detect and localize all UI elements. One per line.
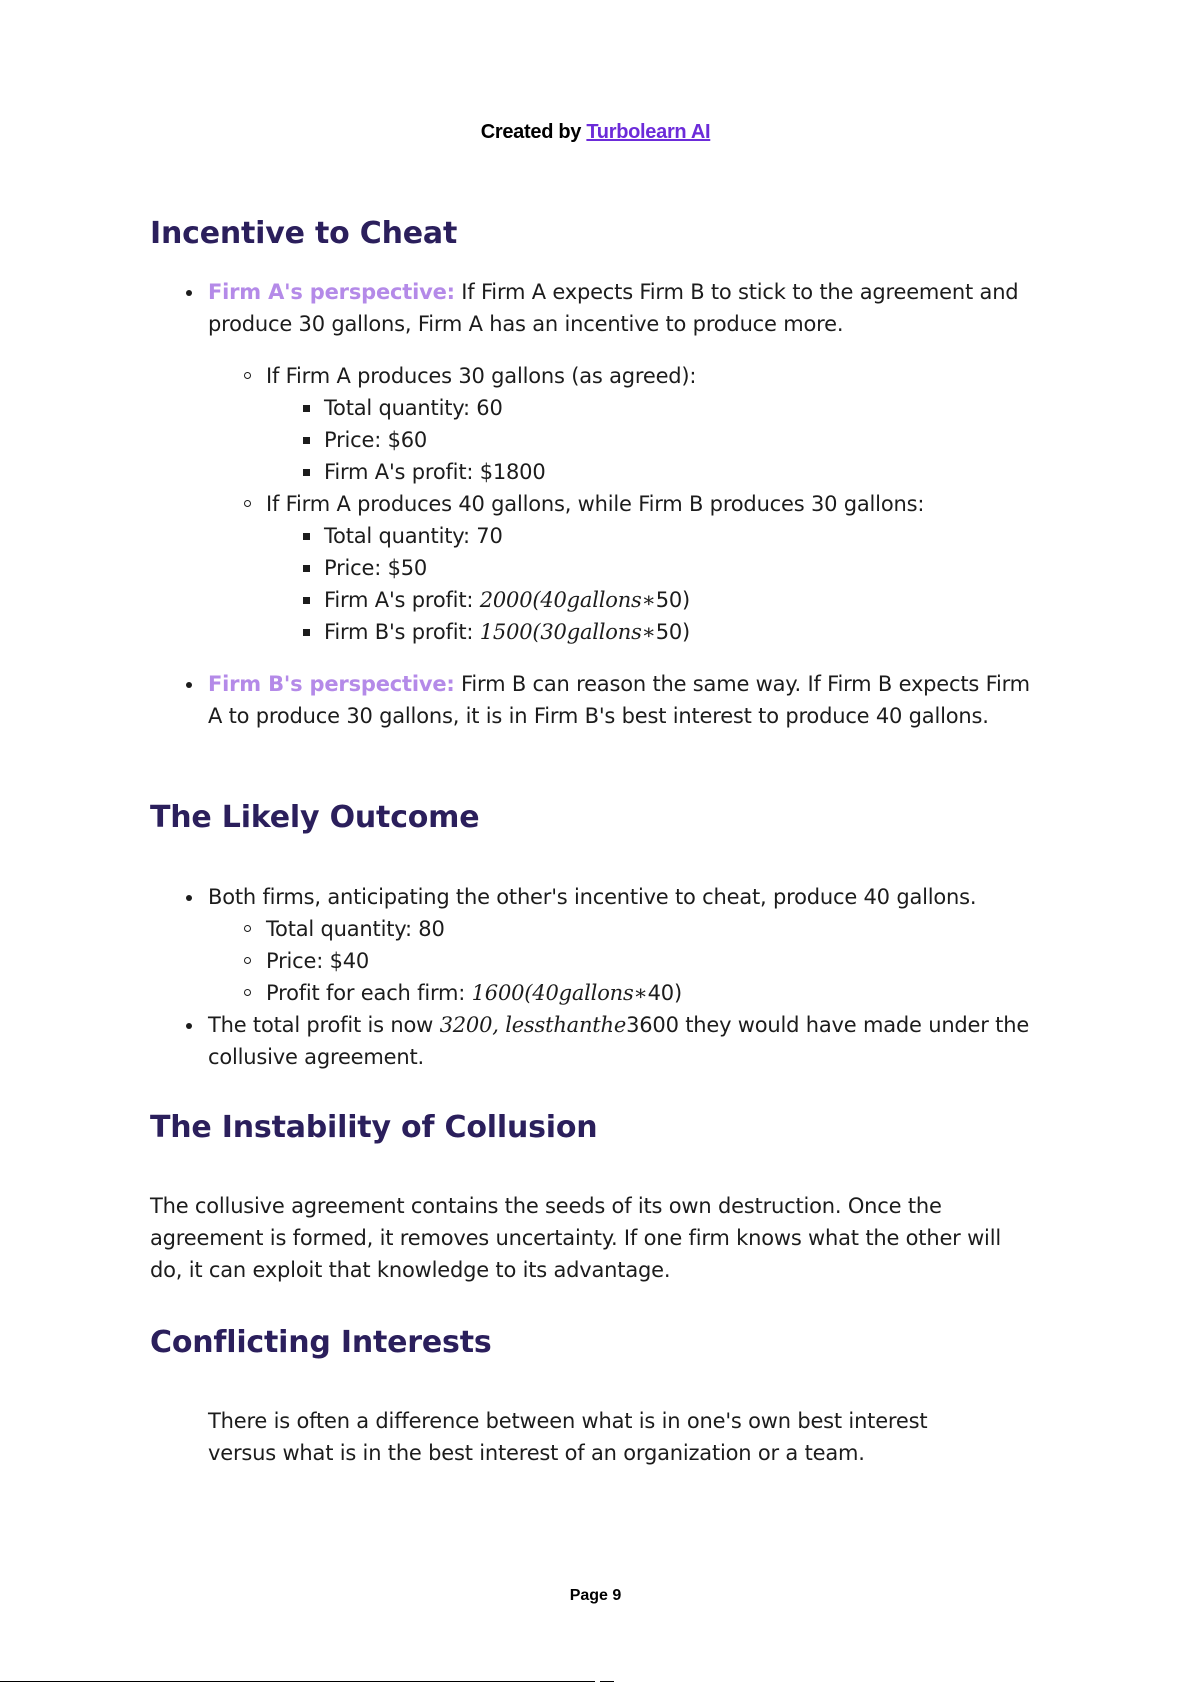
firm-a-label: Firm A's perspective:: [208, 280, 455, 304]
list-item: Price: $60: [266, 424, 1050, 456]
list-item: Price: $40: [208, 945, 1050, 977]
brand-link[interactable]: Turbolearn AI: [586, 121, 711, 143]
list-item: Total quantity: 70: [266, 520, 1050, 552]
profit-a-math: 2000(40gallons∗: [479, 588, 656, 612]
list-item: [266, 616, 1050, 648]
firm-b-text: Firm B can reason the same way. If Firm B expects Firm A to produce 30 gallons, it is in Firm B's best interest to produce 40 gallons.: [208, 672, 1030, 728]
profit-b-label: Firm B's profit:: [324, 620, 474, 644]
list-item: [150, 1009, 1050, 1073]
outcome-bullet1: Both firms, anticipating the other's incentive to cheat, produce 40 gallons.: [208, 885, 977, 909]
profit-b-tail: 50): [655, 620, 691, 644]
list-item: Price: $50: [266, 552, 1050, 584]
section-title-instability: The Instability of Collusion: [150, 1110, 598, 1145]
list-item: [208, 360, 1050, 488]
profit-a-tail: 50): [655, 588, 691, 612]
section-title-incentive: Incentive to Cheat: [150, 216, 458, 251]
list-item: Total quantity: 80: [208, 913, 1050, 945]
list-item: [208, 488, 1050, 648]
outcome-bullet2-prefix: The total profit is now: [208, 1013, 434, 1037]
list-item: [150, 276, 1050, 648]
page-header: [0, 121, 1191, 144]
list-item: Firm A's profit: $1800: [266, 456, 1050, 488]
list-item: [208, 977, 1050, 1009]
outcome-list: [150, 881, 1050, 1073]
bottom-rule: [0, 1681, 595, 1682]
firm-a-text: If Firm A expects Firm B to stick to the agreement and produce 30 gallons, Firm A has an incentive to produce more.: [208, 280, 1019, 336]
outcome-bullet2-suffix: 3600 they would have made under the collusive agreement.: [208, 1013, 1030, 1069]
conflict-paragraph: There is often a difference between what is in one's own best interest versus what is in the best interest of an organization or a team.: [208, 1409, 928, 1465]
outcome-profit-math: 1600(40gallons∗: [471, 981, 648, 1005]
list-item: [266, 584, 1050, 616]
firm-b-label: Firm B's perspective:: [208, 672, 455, 696]
profit-b-math: 1500(30gallons∗: [479, 620, 656, 644]
profit-a-label: Firm A's profit:: [324, 588, 474, 612]
section-title-conflict: Conflicting Interests: [150, 1325, 492, 1360]
outcome-profit-tail: 40): [647, 981, 682, 1005]
list-item: [150, 881, 1050, 1009]
scenario2-title: If Firm A produces 40 gallons, while Firm B produces 30 gallons:: [266, 492, 925, 516]
section-title-outcome: The Likely Outcome: [150, 800, 480, 835]
header-prefix: Created by: [480, 121, 582, 143]
outcome-profit-label: Profit for each firm:: [266, 981, 466, 1005]
bottom-rule-segment: [600, 1681, 614, 1682]
outcome-bullet2-math: 3200, lessthanthe: [439, 1013, 627, 1037]
instability-paragraph: The collusive agreement contains the seeds of its own destruction. Once the agreement is formed, it removes uncertainty. If one firm knows what the other will do, it can exploit that knowledge to its advantage.: [150, 1194, 1001, 1282]
page-number: Page 9: [569, 1587, 622, 1604]
list-item: Total quantity: 60: [266, 392, 1050, 424]
incentive-list: [150, 276, 1050, 732]
list-item: [150, 668, 1050, 732]
scenario1-title: If Firm A produces 30 gallons (as agreed):: [266, 364, 697, 388]
